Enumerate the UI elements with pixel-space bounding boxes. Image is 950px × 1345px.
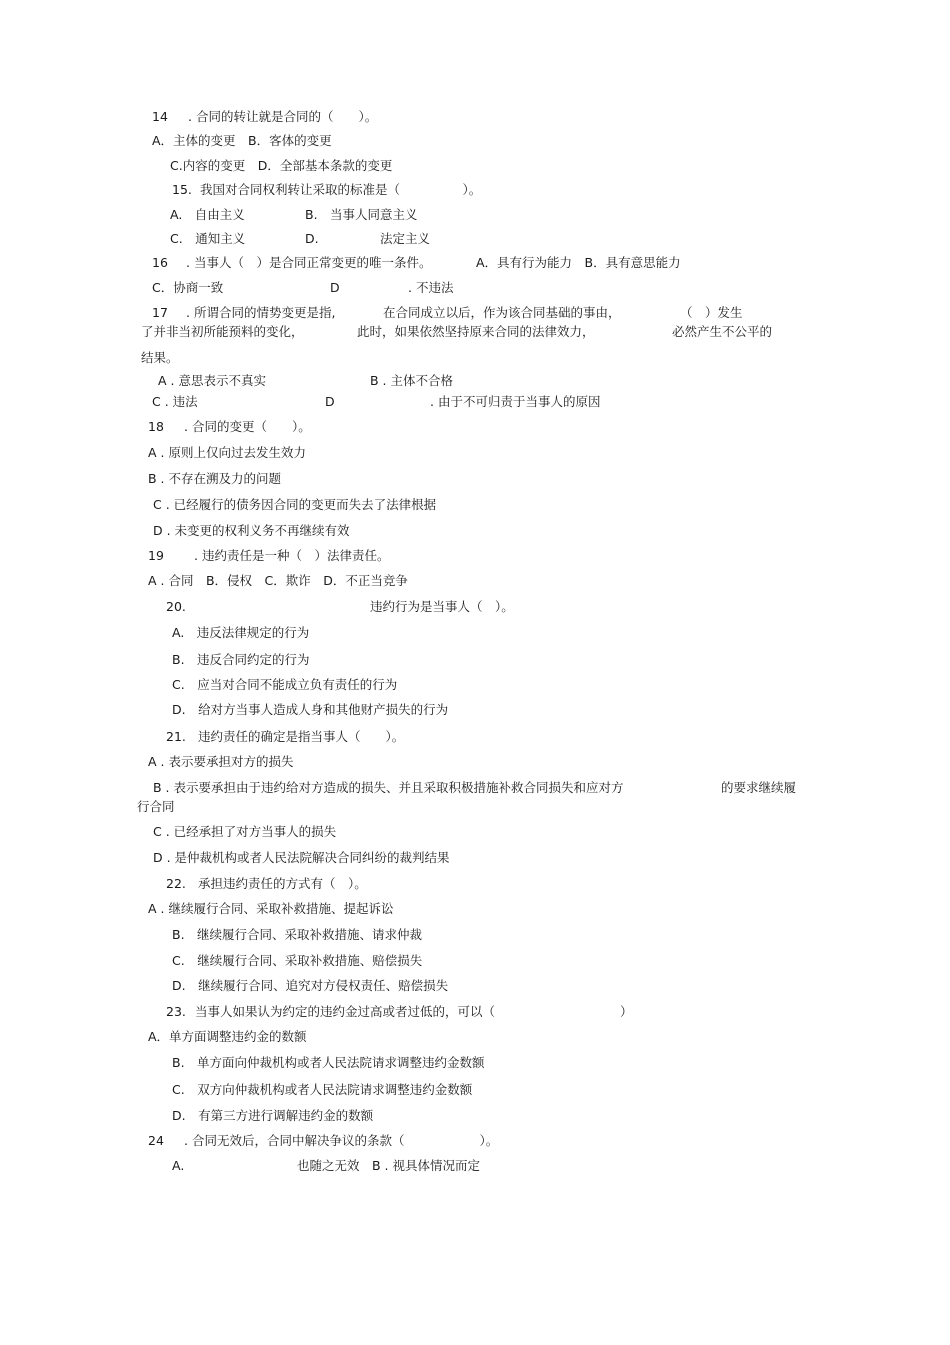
question-text-continued: 在合同成立以后，作为该合同基础的事由， — [383, 305, 621, 320]
option-b: B. 继续履行合同、采取补救措施、请求仲裁 — [172, 927, 423, 942]
question-number: 21. — [166, 729, 186, 744]
option-b-continued: 的要求继续履 — [721, 780, 797, 795]
option-a: A. 自由主义 — [170, 207, 245, 222]
option-c: C. 通知主义 — [170, 231, 246, 246]
question-text-continued: 结果。 — [141, 350, 179, 365]
option-a: A．单方面调整违约金的数额 — [148, 1029, 307, 1044]
option-line: C.内容的变更 D．全部基本条款的变更 — [170, 158, 393, 173]
question-text: . 违约责任是一种（ ）法律责任。 — [194, 548, 390, 563]
question-text-continued: 此时，如果依然坚持原来合同的法律效力， — [357, 324, 595, 339]
option-c: C. 应当对合同不能成立负有责任的行为 — [172, 677, 398, 692]
option-line: A．具有行为能力 B．具有意思能力 — [476, 255, 681, 270]
question-number: 22. — [166, 876, 186, 891]
question-text-continued: 必然产生不公平的 — [672, 324, 773, 339]
option-a: A. 违反法律规定的行为 — [172, 625, 310, 640]
question-number: 14 — [152, 109, 168, 124]
option-d: D. 继续履行合同、追究对方侵权责任、赔偿损失 — [172, 978, 449, 993]
option-a: A . 表示要承担对方的损失 — [148, 754, 294, 769]
option-a: A . 继续履行合同、采取补救措施、提起诉讼 — [148, 901, 394, 916]
question-text: 当事人如果认为约定的违约金过高或者过低的，可以（ ） — [195, 1004, 633, 1019]
option-d-label: D — [330, 280, 340, 295]
option-d: D. 给对方当事人造成人身和其他财产损失的行为 — [172, 702, 449, 717]
option-c: C . 已经承担了对方当事人的损失 — [153, 824, 337, 839]
option-a: A . 意思表示不真实 — [158, 373, 266, 388]
option-c: C. 继续履行合同、采取补救措施、赔偿损失 — [172, 953, 423, 968]
question-number: 23. — [166, 1004, 186, 1019]
question-number: 16 — [152, 255, 168, 270]
option-line: 也随之无效 B . 视具体情况而定 — [297, 1158, 480, 1173]
question-text: 承担违约责任的方式有（ ）。 — [198, 876, 367, 891]
option-a: A . 原则上仅向过去发生效力 — [148, 445, 306, 460]
option-c: C . 违法 — [152, 394, 198, 409]
question-number: 15. — [172, 182, 192, 197]
option-a-label: A. — [172, 1158, 185, 1173]
option-d: D . 未变更的权利义务不再继续有效 — [153, 523, 350, 538]
option-line: A . 合同 B．侵权 C．欺诈 D．不正当竞争 — [148, 573, 408, 588]
question-text-continued: （ ）发生 — [680, 305, 743, 320]
option-line: A．主体的变更 B．客体的变更 — [152, 133, 332, 148]
question-text: . 合同的变更（ ）。 — [184, 419, 311, 434]
option-b: B. 当事人同意主义 — [305, 207, 418, 222]
option-b-continued: 行合同 — [137, 799, 175, 814]
option-d-label: D. — [305, 231, 319, 246]
question-number: 17 — [152, 305, 168, 320]
question-text: . 当事人（ ）是合同正常变更的唯一条件。 — [186, 255, 432, 270]
option-b: B . 主体不合格 — [370, 373, 453, 388]
option-c: C . 已经履行的债务因合同的变更而失去了法律根据 — [153, 497, 437, 512]
question-number: 20. — [166, 599, 186, 614]
option-b: B . 表示要承担由于违约给对方造成的损失、并且采取积极措施补救合同损失和应对方 — [153, 780, 624, 795]
question-text-continued: 了并非当初所能预料的变化， — [141, 324, 304, 339]
question-text: 违约责任的确定是指当事人（ ）。 — [198, 729, 405, 744]
option-c: C. 双方向仲裁机构或者人民法院请求调整违约金数额 — [172, 1082, 473, 1097]
option-d-text: 法定主义 — [380, 231, 431, 246]
question-number: 18 — [148, 419, 164, 434]
question-text: . 合同的转让就是合同的（ ）。 — [188, 109, 378, 124]
question-text: 我国对合同权利转让采取的标准是（ ）。 — [200, 182, 482, 197]
option-d-text: . 不违法 — [408, 280, 454, 295]
question-number: 24 — [148, 1133, 164, 1148]
question-text: . 合同无效后，合同中解决争议的条款（ ）。 — [184, 1133, 499, 1148]
option-c: C．协商一致 — [152, 280, 224, 295]
question-text: . 所谓合同的情势变更是指, — [186, 305, 336, 320]
option-d: D. 有第三方进行调解违约金的数额 — [172, 1108, 374, 1123]
option-b: B. 违反合同约定的行为 — [172, 652, 310, 667]
option-b: B. 单方面向仲裁机构或者人民法院请求调整违约金数额 — [172, 1055, 485, 1070]
question-text: 违约行为是当事人（ ）。 — [370, 599, 514, 614]
option-d: D . 是仲裁机构或者人民法院解决合同纠纷的裁判结果 — [153, 850, 450, 865]
option-b: B . 不存在溯及力的问题 — [148, 471, 281, 486]
question-number: 19 — [148, 548, 164, 563]
option-d-label: D — [325, 394, 335, 409]
option-d-text: . 由于不可归责于当事人的原因 — [430, 394, 601, 409]
